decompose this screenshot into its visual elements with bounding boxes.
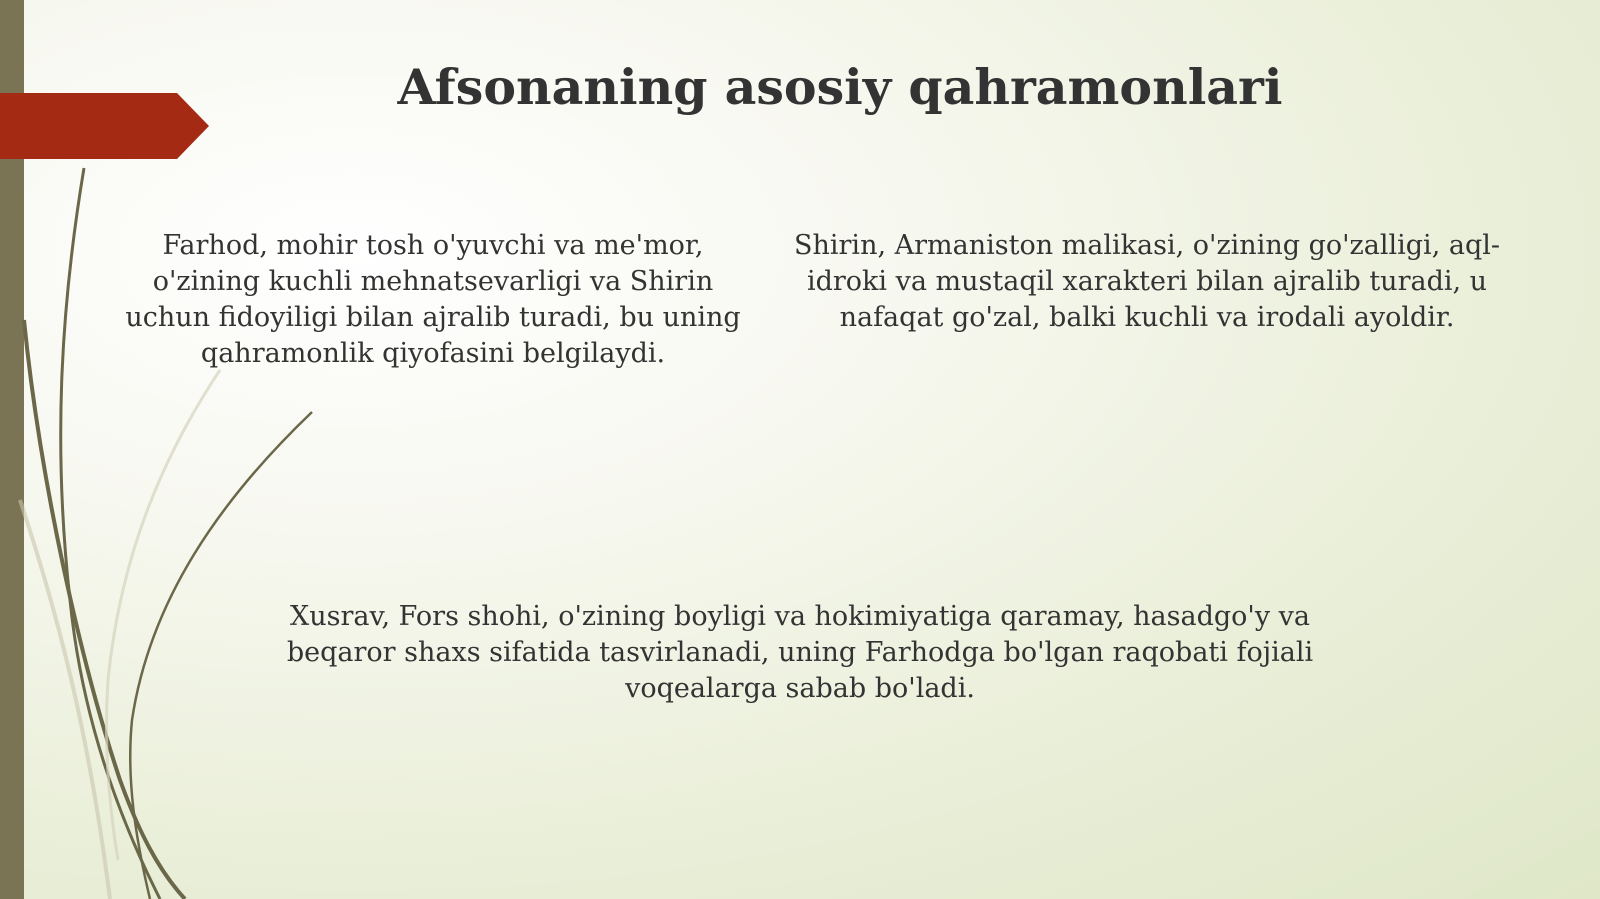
paragraph-xusrav: Xusrav, Fors shohi, o'zining boyligi va hokimiyatiga qaramay, hasadgo'y va beqaror shaxs sifatida tasvirlanadi, uning Farhodga bo'lgan raqobati fojiali voqealarga sabab bo'ladi. — [286, 601, 1314, 704]
red-arrow-accent — [0, 93, 209, 159]
slide-title: Afsonaning asosiy qahramonlari — [397, 58, 1283, 116]
paragraph-shirin: Shirin, Armaniston malikasi, o'zining go'zalligi, aql-idroki va mustaqil xarakteri bilan ajralib turadi, u nafaqat go'zal, balki kuchli va irodali ayoldir. — [794, 230, 1500, 333]
paragraph-farhod: Farhod, mohir tosh o'yuvchi va me'mor, o'zining kuchli mehnatsevarligi va Shirin uchun fidoyiligi bilan ajralib turadi, bu uning qahramonlik qiyofasini belgilaydi. — [125, 230, 741, 369]
